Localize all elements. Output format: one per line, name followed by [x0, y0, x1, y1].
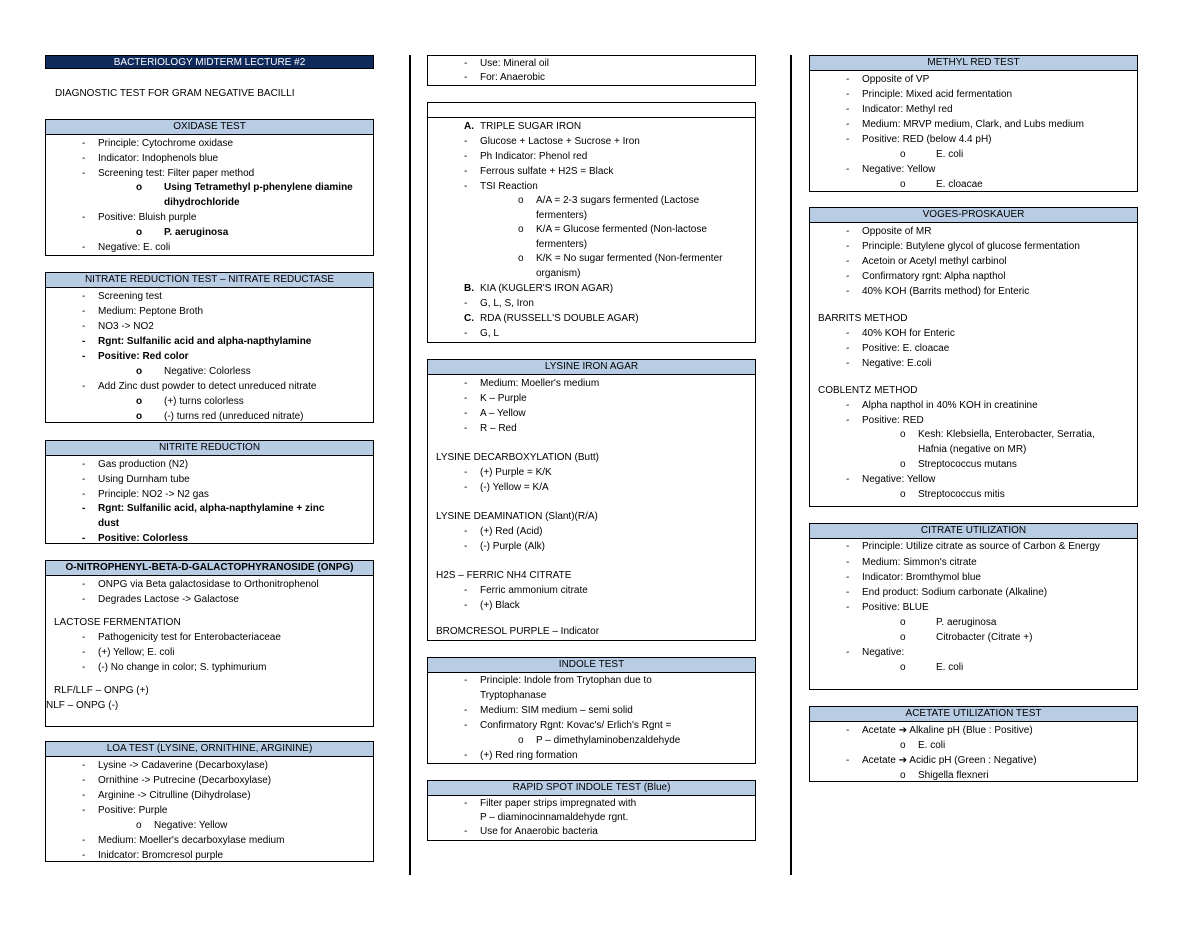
list-item: - Indicator: Bromthymol blue	[818, 570, 1133, 585]
list-item-continuation: P – diaminocinnamaldehyde rgnt.	[480, 812, 629, 823]
list-item: - Positive: Red color	[54, 349, 369, 364]
list-item: - Positive: Colorless	[54, 531, 369, 546]
methyl-red-header: METHYL RED TEST	[810, 56, 1137, 71]
list-item: - Acetoin or Acetyl methyl carbinol	[818, 254, 1133, 269]
page-title: BACTERIOLOGY MIDTERM LECTURE #2	[45, 55, 374, 69]
list-item: - (+) Purple = K/K	[436, 465, 751, 480]
list-item: - Medium: MRVP medium, Clark, and Lubs medium	[818, 117, 1133, 132]
list-item: o E. cloacae	[818, 177, 1133, 192]
list-item: o Shigella flexneri	[818, 768, 1133, 783]
acetate-utilization-header: ACETATE UTILIZATION TEST	[810, 707, 1137, 722]
list-item: - Principle: Utilize citrate as source of Carbon & Energy	[818, 540, 1102, 555]
list-item: - ONPG via Beta galactosidase to Orthonitrophenol	[54, 577, 369, 592]
list-item: - Principle: Mixed acid fermentation	[818, 87, 1133, 102]
section-heading: LYSINE DEAMINATION (Slant)(R/A)	[436, 511, 598, 522]
list-item: - Positive: RED (below 4.4 pH)	[818, 132, 1133, 147]
list-item: - Gas production (N2)	[54, 457, 369, 472]
rapid-spot-indole-header: RAPID SPOT INDOLE TEST (Blue)	[428, 781, 755, 796]
list-item: o Kesh: Klebsiella, Enterobacter, Serratia, Hafnia (negative on MR)	[818, 428, 1118, 457]
list-item: - 40% KOH for Enteric	[818, 326, 1133, 341]
list-item: o P. aeruginosa	[818, 615, 1133, 630]
list-item: o Negative: Yellow	[54, 818, 369, 833]
list-item: - A – Yellow	[436, 406, 751, 421]
list-item: - Confirmatory rgnt: Alpha napthol	[818, 269, 1133, 284]
list-item: - Indicator: Methyl red	[818, 102, 1133, 117]
list-item: - Pathogenicity test for Enterobacteriaceae	[54, 630, 369, 645]
list-item: - TSI Reaction	[436, 179, 751, 194]
lysine-iron-agar-header: LYSINE IRON AGAR	[428, 360, 755, 375]
list-item: o K/K = No sugar fermented (Non-fermenter organism)	[436, 252, 726, 281]
list-item: B. KIA (KUGLER'S IRON AGAR)	[464, 283, 614, 294]
list-item: - Ph Indicator: Phenol red	[436, 149, 751, 164]
list-item: - Ferric ammonium citrate	[436, 583, 751, 598]
list-item: - (-) Purple (Alk)	[436, 539, 751, 554]
list-item: - G, L	[436, 326, 751, 341]
list-item: - Alpha napthol in 40% KOH in creatinine	[818, 398, 1133, 413]
indole-test-box	[427, 657, 756, 764]
list-item: - Screening test: Filter paper method	[54, 166, 369, 181]
column-divider-1	[409, 55, 411, 875]
list-item: - Medium: Peptone Broth	[54, 304, 369, 319]
list-item: - K – Purple	[436, 391, 751, 406]
list-item: o E. coli	[818, 738, 1133, 753]
loa-test-box	[45, 741, 374, 862]
list-item: o P – dimethylaminobenzaldehyde	[436, 733, 751, 748]
list-item: - Positive: RED	[818, 413, 1133, 428]
list-item: - Negative: Yellow	[818, 472, 1133, 487]
voges-proskauer-header: VOGES-PROSKAUER	[810, 208, 1137, 223]
list-item: - End product: Sodium carbonate (Alkaline)	[818, 585, 1133, 600]
list-item: - Medium: SIM medium – semi solid	[436, 703, 751, 718]
nitrite-reduction-header: NITRITE REDUCTION	[46, 441, 373, 456]
list-item: o Streptococcus mitis	[818, 487, 1133, 502]
list-item: - Negative: Yellow	[818, 162, 1133, 177]
list-item: o E. coli	[818, 147, 1133, 162]
list-item: o (+) turns colorless	[54, 394, 369, 409]
acetate-utilization-box	[809, 706, 1138, 782]
list-item: - Arginine -> Citrulline (Dihydrolase)	[54, 788, 369, 803]
list-item: - Indicator: Indophenols blue	[54, 151, 369, 166]
list-item: - Principle: NO2 -> N2 gas	[54, 487, 369, 502]
onpg-box	[45, 560, 374, 727]
list-item: - Rgnt: Sulfanilic acid and alpha-napthylamine	[54, 334, 369, 349]
list-item: - G, L, S, Iron	[436, 296, 751, 311]
list-item: - Use for Anaerobic bacteria	[436, 825, 751, 839]
list-item: o P. aeruginosa	[54, 225, 369, 240]
section-heading: COBLENTZ METHOD	[818, 385, 918, 396]
list-item: - Principle: Butylene glycol of glucose fermentation	[818, 239, 1133, 254]
list-item: - Screening test	[54, 289, 369, 304]
list-item: o Using Tetramethyl p-phenylene diamine dihydrochloride	[54, 181, 374, 210]
list-item: A. TRIPLE SUGAR IRON	[464, 121, 582, 132]
list-item: - (+) Red ring formation	[436, 748, 751, 763]
list-item: - Negative: E. coli	[54, 240, 369, 255]
list-item: - Opposite of MR	[818, 224, 1133, 239]
list-item: - Negative:	[818, 645, 1133, 660]
list-item: - Principle: Indole from Trytophan due to Tryptophanase	[436, 674, 690, 703]
list-item: - (-) No change in color; S. typhimurium	[54, 660, 369, 675]
list-item: - Opposite of VP	[818, 72, 1133, 87]
list-item: o E. coli	[818, 660, 1133, 675]
list-item: - Medium: Moeller's decarboxylase medium	[54, 833, 369, 848]
list-item: - Confirmatory Rgnt: Kovac's/ Erlich's Rgnt =	[436, 718, 751, 733]
oxidase-test-header: OXIDASE TEST	[46, 120, 373, 135]
voges-proskauer-box	[809, 207, 1138, 507]
section-heading: BARRITS METHOD	[818, 313, 908, 324]
list-item: - (-) Yellow = K/A	[436, 480, 751, 495]
list-item: - Filter paper strips impregnated with	[436, 797, 751, 811]
list-item: RLF/LLF – ONPG (+)	[54, 685, 149, 696]
list-item: o Streptococcus mutans	[818, 457, 1133, 472]
nitrite-reduction-box	[45, 440, 374, 544]
loa-test-header: LOA TEST (LYSINE, ORNITHINE, ARGININE)	[46, 742, 373, 757]
list-item: - For: Anaerobic	[436, 71, 751, 85]
indole-test-header: INDOLE TEST	[428, 658, 755, 673]
list-item: NLF – ONPG (-)	[46, 700, 119, 711]
list-item: - NO3 -> NO2	[54, 319, 369, 334]
list-item: - Using Durnham tube	[54, 472, 369, 487]
list-item: - (+) Black	[436, 598, 751, 613]
list-item: - Use: Mineral oil	[436, 57, 751, 71]
list-item: o Negative: Colorless	[54, 364, 369, 379]
list-item: - Lysine -> Cadaverine (Decarboxylase)	[54, 758, 369, 773]
list-item: - Glucose + Lactose + Sucrose + Iron	[436, 134, 751, 149]
rapid-spot-indole-box	[427, 780, 756, 841]
lysine-iron-agar-box	[427, 359, 756, 641]
list-item: o K/A = Glucose fermented (Non-lactose fermenters)	[436, 223, 726, 252]
list-item: - Acetate ➔ Alkaline pH (Blue : Positive)	[818, 723, 1133, 738]
oxidase-test-box	[45, 119, 374, 256]
section-heading: LYSINE DECARBOXYLATION (Butt)	[436, 452, 600, 463]
methyl-red-box	[809, 55, 1138, 192]
section-heading: H2S – FERRIC NH4 CITRATE	[436, 570, 572, 581]
citrate-utilization-header: CITRATE UTILIZATION	[810, 524, 1137, 539]
list-item: - Ornithine -> Putrecine (Decarboxylase)	[54, 773, 369, 788]
list-item: - Acetate ➔ Acidic pH (Green : Negative)	[818, 753, 1133, 768]
list-item: C. RDA (RUSSELL'S DOUBLE AGAR)	[464, 313, 639, 324]
list-item: - Medium: Simmon's citrate	[818, 555, 1133, 570]
list-item: - Positive: BLUE	[818, 600, 1133, 615]
mineral-oil-box	[427, 55, 756, 86]
citrate-utilization-box	[809, 523, 1138, 690]
list-item: - Positive: Purple	[54, 803, 369, 818]
list-item: - (+) Red (Acid)	[436, 524, 751, 539]
list-item: - (+) Yellow; E. coli	[54, 645, 369, 660]
list-item: - Negative: E.coli	[818, 356, 1133, 371]
list-item: o Citrobacter (Citrate +)	[818, 630, 1133, 645]
list-item: o (-) turns red (unreduced nitrate)	[54, 409, 369, 424]
nitrate-reduction-header: NITRATE REDUCTION TEST – NITRATE REDUCTASE	[46, 273, 373, 288]
list-item: - Degrades Lactose -> Galactose	[54, 592, 369, 607]
nitrate-reduction-box	[45, 272, 374, 423]
page-subtitle: DIAGNOSTIC TEST FOR GRAM NEGATIVE BACILLI	[55, 88, 295, 99]
list-item: - Positive: E. cloacae	[818, 341, 1133, 356]
tsi-box	[427, 102, 756, 343]
list-item: - Ferrous sulfate + H2S = Black	[436, 164, 751, 179]
section-heading: LACTOSE FERMENTATION	[54, 617, 181, 628]
list-item: - Add Zinc dust powder to detect unreduced nitrate	[54, 379, 369, 394]
section-heading: BROMCRESOL PURPLE – Indicator	[436, 626, 600, 637]
list-item: - R – Red	[436, 421, 751, 436]
list-item: - Medium: Moeller's medium	[436, 376, 751, 391]
list-item: o A/A = 2-3 sugars fermented (Lactose fermenters)	[436, 194, 726, 223]
list-item: - Rgnt: Sulfanilic acid, alpha-napthylamine + zinc dust	[54, 502, 348, 531]
list-item: - Positive: Bluish purple	[54, 210, 369, 225]
column-divider-2	[790, 55, 792, 875]
onpg-header: O-NITROPHENYL-BETA-D-GALACTOPHYRANOSIDE (ONPG)	[46, 561, 373, 576]
list-item: - Principle: Cytochrome oxidase	[54, 136, 369, 151]
list-item: - 40% KOH (Barrits method) for Enteric	[818, 284, 1133, 299]
list-item: - Inidcator: Bromcresol purple	[54, 848, 369, 863]
